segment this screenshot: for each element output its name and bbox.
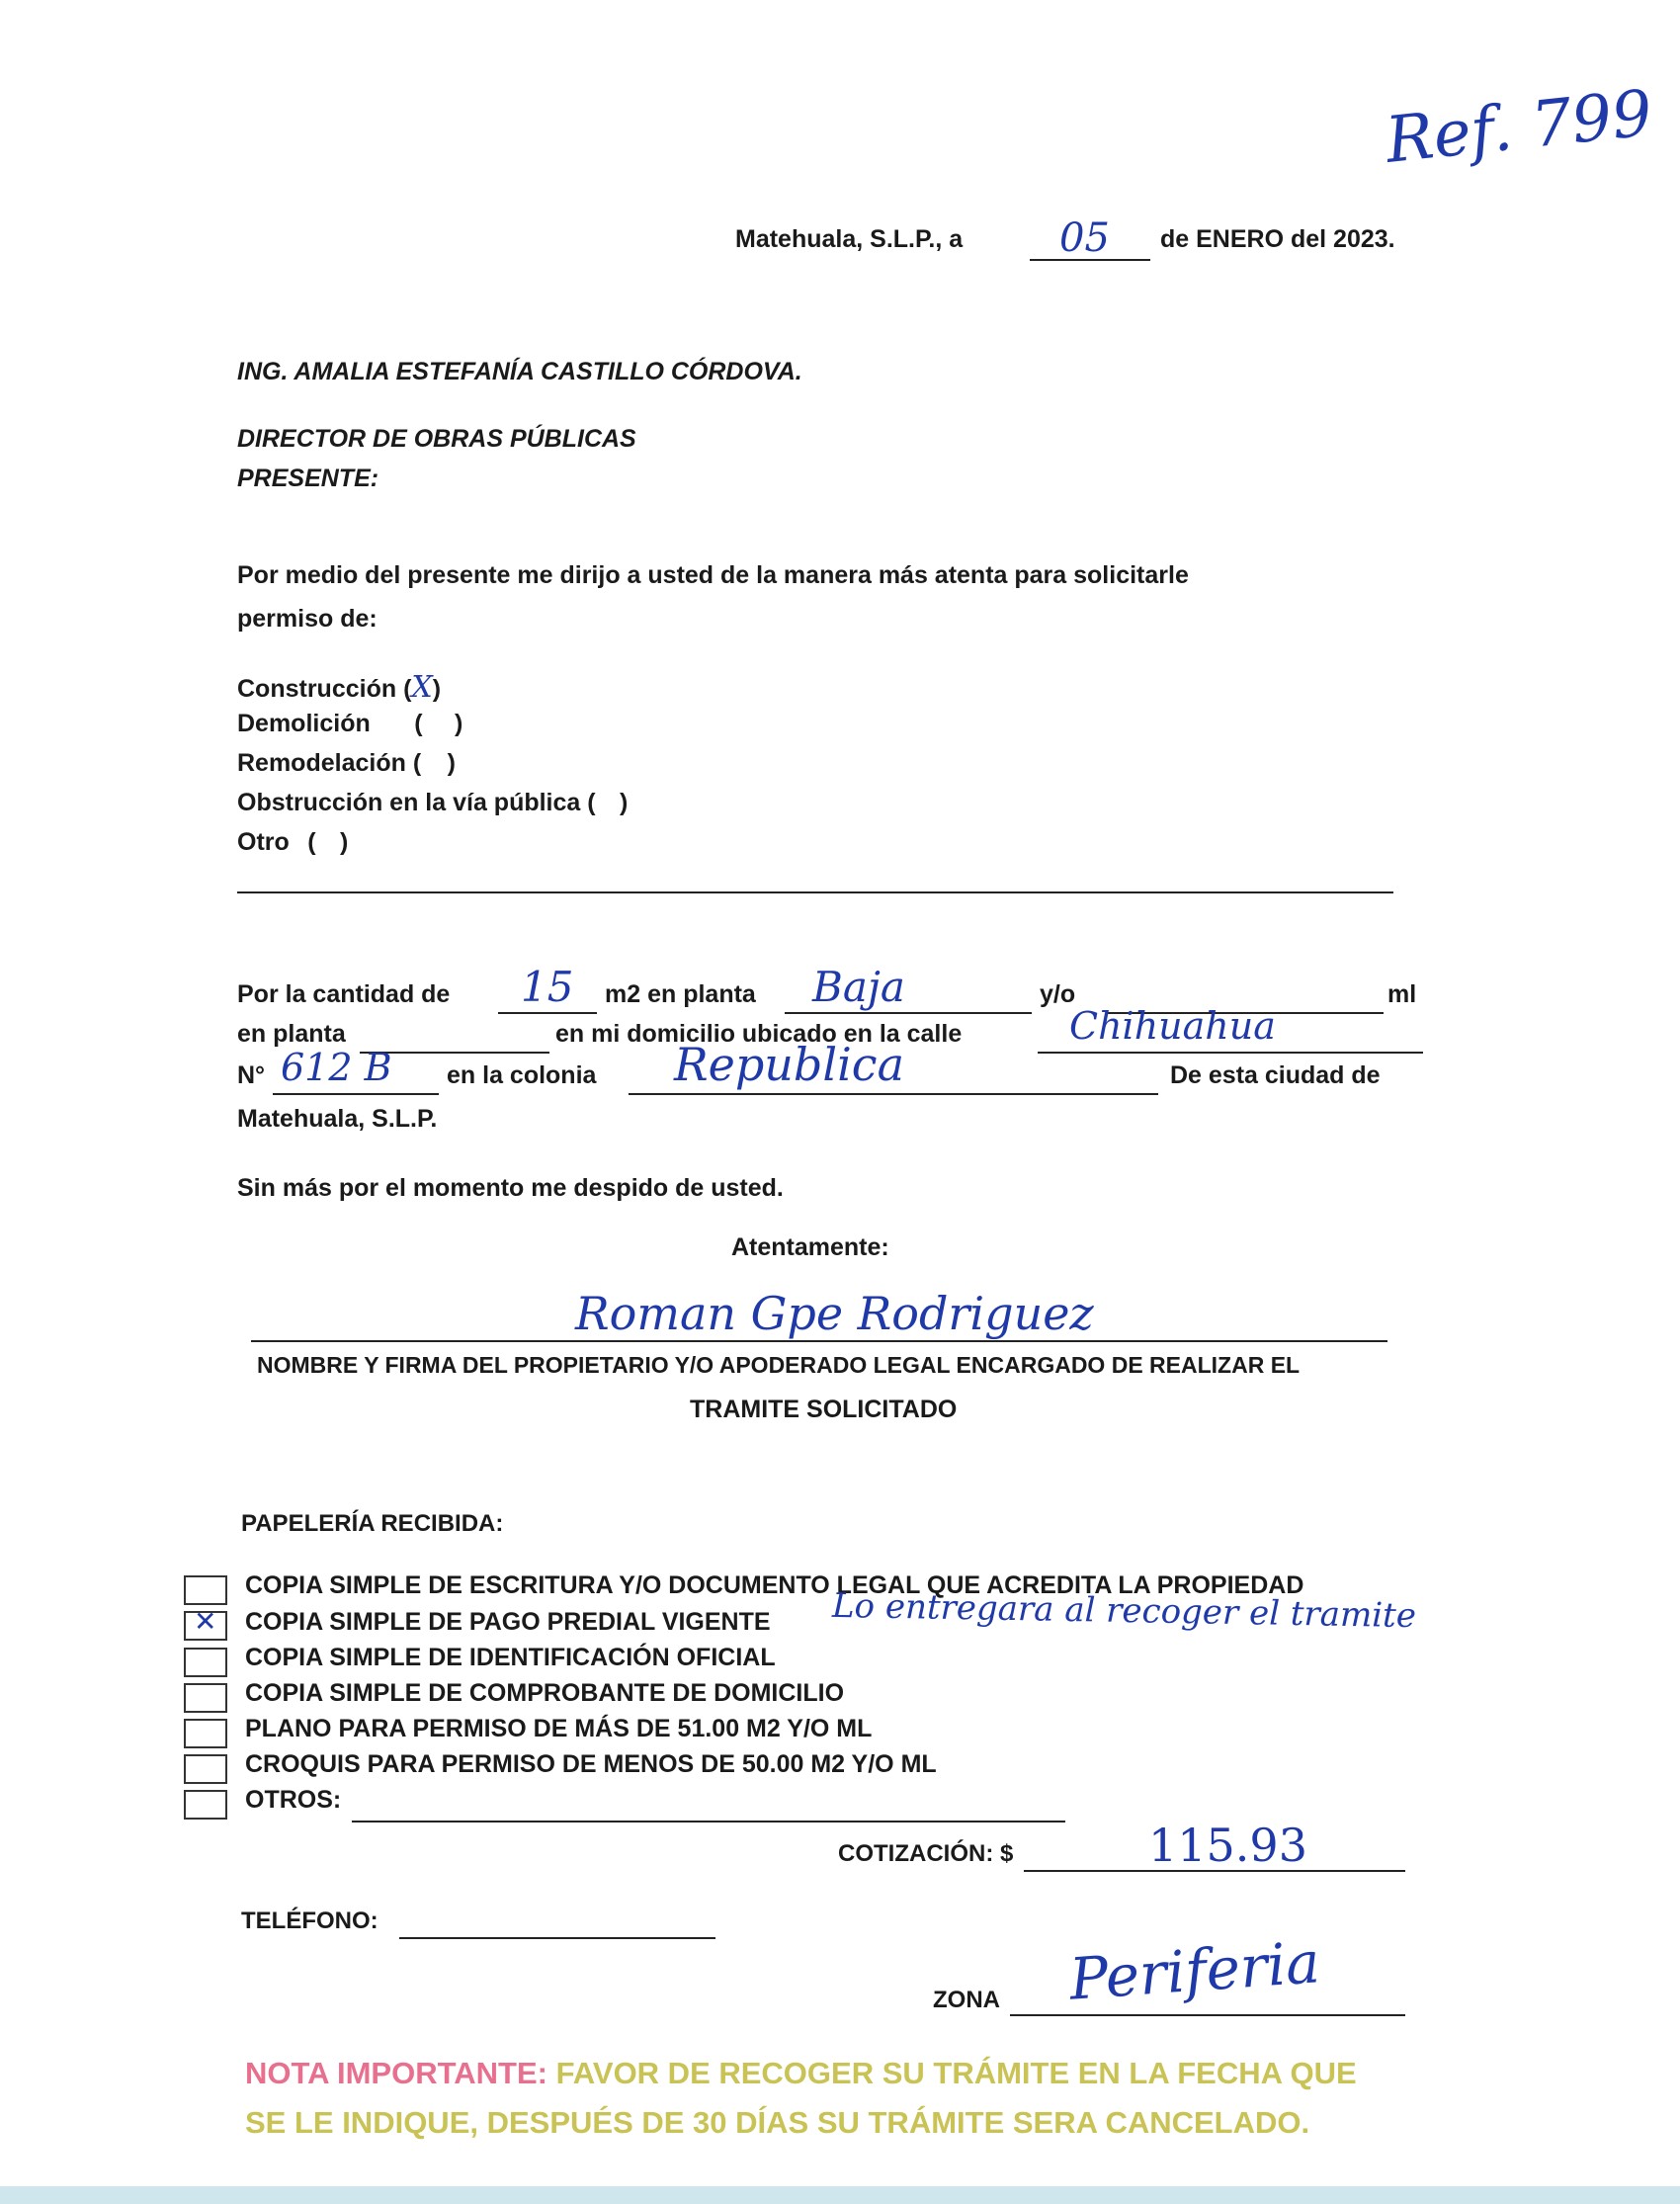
number-line bbox=[273, 1093, 439, 1095]
doc-checkbox-otros[interactable] bbox=[184, 1790, 227, 1820]
signature-line bbox=[251, 1340, 1387, 1342]
doc-label-croquis: CROQUIS PARA PERMISO DE MENOS DE 50.00 M2 Y/O ML bbox=[245, 1750, 937, 1778]
date-prefix: Matehuala, S.L.P., a bbox=[735, 225, 964, 253]
colonia-line bbox=[629, 1093, 1158, 1095]
qty-l2-b: en mi domicilio ubicado en la calle bbox=[555, 1020, 963, 1048]
nota-text-2: SE LE INDIQUE, DESPUÉS DE 30 DÍAS SU TRÁMITE SERA CANCELADO. bbox=[245, 2105, 1310, 2140]
addressee-role: DIRECTOR DE OBRAS PÚBLICAS bbox=[237, 425, 636, 453]
telefono-line bbox=[399, 1937, 715, 1939]
qty-label-d: ml bbox=[1387, 980, 1417, 1008]
predial-note: Lo entregara al recoger el tramite bbox=[831, 1585, 1417, 1637]
permit-option-obstruccion bbox=[237, 789, 628, 817]
doc-label-identificacion: COPIA SIMPLE DE IDENTIFICACIÓN OFICIAL bbox=[245, 1644, 776, 1671]
papeleria-title: PAPELERÍA RECIBIDA: bbox=[241, 1510, 504, 1537]
permit-close: ) bbox=[432, 675, 442, 703]
permit-option-construccion bbox=[237, 670, 441, 705]
permit-label: Otro bbox=[237, 828, 290, 856]
signature: Roman Gpe Rodriguez bbox=[575, 1287, 1094, 1340]
otros-line bbox=[352, 1821, 1065, 1823]
permit-open: ( bbox=[307, 828, 316, 856]
qty-label-a: Por la cantidad de bbox=[237, 980, 451, 1008]
permit-option-remodelacion bbox=[237, 749, 456, 778]
zona-line bbox=[1010, 2014, 1405, 2016]
intro-line-1: Por medio del presente me dirijo a usted de la manera más atenta para solicitarle bbox=[237, 561, 1189, 589]
ref-note: Ref. 799 bbox=[1382, 77, 1656, 178]
permit-close: ) bbox=[620, 789, 629, 816]
permit-option-demolicion bbox=[237, 710, 462, 738]
qty-l3-a: N° bbox=[237, 1061, 266, 1089]
permit-label: Demolición bbox=[237, 710, 371, 737]
doc-checkbox-identificacion[interactable] bbox=[184, 1648, 227, 1677]
cotizacion-label: COTIZACIÓN: $ bbox=[838, 1840, 1014, 1867]
scan-edge-strip bbox=[0, 2186, 1680, 2204]
nota-label: NOTA IMPORTANTE: bbox=[245, 2056, 547, 2090]
street-line bbox=[1038, 1052, 1423, 1054]
doc-label-domicilio: COPIA SIMPLE DE COMPROBANTE DE DOMICILIO bbox=[245, 1679, 845, 1707]
otro-line bbox=[237, 891, 1393, 893]
signature-label-2: TRAMITE SOLICITADO bbox=[690, 1396, 958, 1423]
permit-close: ) bbox=[454, 710, 463, 737]
qty-l3-c: De esta ciudad de bbox=[1170, 1061, 1381, 1089]
qty-label-c: y/o bbox=[1040, 980, 1076, 1008]
addressee-name: ING. AMALIA ESTEFANÍA CASTILLO CÓRDOVA. bbox=[237, 358, 802, 385]
permit-open: ( bbox=[414, 710, 423, 737]
doc-checkbox-croquis[interactable] bbox=[184, 1754, 227, 1784]
zona-value: Periferia bbox=[1066, 1928, 1322, 2013]
qty-l2-a: en planta bbox=[237, 1020, 346, 1048]
permit-close: ) bbox=[447, 749, 456, 777]
atentamente: Atentamente: bbox=[731, 1233, 889, 1261]
doc-label-otros: OTROS: bbox=[245, 1786, 342, 1814]
signature-label-1: NOMBRE Y FIRMA DEL PROPIETARIO Y/O APODERADO LEGAL ENCARGADO DE REALIZAR EL bbox=[257, 1352, 1301, 1378]
doc-checkbox-escritura[interactable] bbox=[184, 1575, 227, 1605]
doc-checkbox-domicilio[interactable] bbox=[184, 1683, 227, 1713]
permit-label: Remodelación ( bbox=[237, 749, 422, 777]
qty-planta: Baja bbox=[812, 963, 905, 1011]
farewell-text: Sin más por el momento me despido de usted. bbox=[237, 1174, 784, 1202]
street-value: Chihuahua bbox=[1069, 1004, 1276, 1048]
zona-label: ZONA bbox=[933, 1987, 1000, 2013]
qty-amount-line bbox=[498, 1012, 597, 1014]
doc-label-escritura: COPIA SIMPLE DE ESCRITURA Y/O DOCUMENTO LEGAL QUE ACREDITA LA PROPIEDAD bbox=[245, 1571, 1304, 1599]
date-day: 05 bbox=[1059, 215, 1110, 261]
number-value: 612 B bbox=[281, 1046, 392, 1089]
doc-checkbox-plano[interactable] bbox=[184, 1719, 227, 1748]
doc-label-predial: COPIA SIMPLE DE PAGO PREDIAL VIGENTE bbox=[245, 1608, 771, 1636]
permit-label: Obstrucción en la vía pública ( bbox=[237, 789, 596, 816]
date-suffix: de ENERO del 2023. bbox=[1160, 225, 1395, 253]
addressee-presente: PRESENTE: bbox=[237, 465, 379, 492]
nota-text-1: FAVOR DE RECOGER SU TRÁMITE EN LA FECHA QUE bbox=[555, 2056, 1357, 2090]
nota-line-1 bbox=[245, 2056, 1357, 2091]
doc-label-plano: PLANO PARA PERMISO DE MÁS DE 51.00 M2 Y/O ML bbox=[245, 1715, 873, 1742]
qty-planta-line bbox=[785, 1012, 1032, 1014]
permit-option-otro bbox=[237, 828, 348, 857]
permit-close: ) bbox=[340, 828, 349, 856]
scanned-form-page bbox=[22, 22, 1658, 2182]
doc-check-mark: ✕ bbox=[194, 1605, 217, 1638]
qty-l4: Matehuala, S.L.P. bbox=[237, 1105, 438, 1133]
intro-line-2: permiso de: bbox=[237, 605, 378, 633]
colonia-value: Republica bbox=[674, 1038, 904, 1091]
qty-label-b: m2 en planta bbox=[605, 980, 756, 1008]
permit-mark: X bbox=[411, 670, 433, 705]
qty-l3-b: en la colonia bbox=[447, 1061, 597, 1089]
permit-label: Construcción ( bbox=[237, 675, 412, 703]
telefono-label: TELÉFONO: bbox=[241, 1907, 378, 1934]
cotizacion-value: 115.93 bbox=[1148, 1819, 1307, 1872]
qty-amount: 15 bbox=[521, 963, 574, 1011]
